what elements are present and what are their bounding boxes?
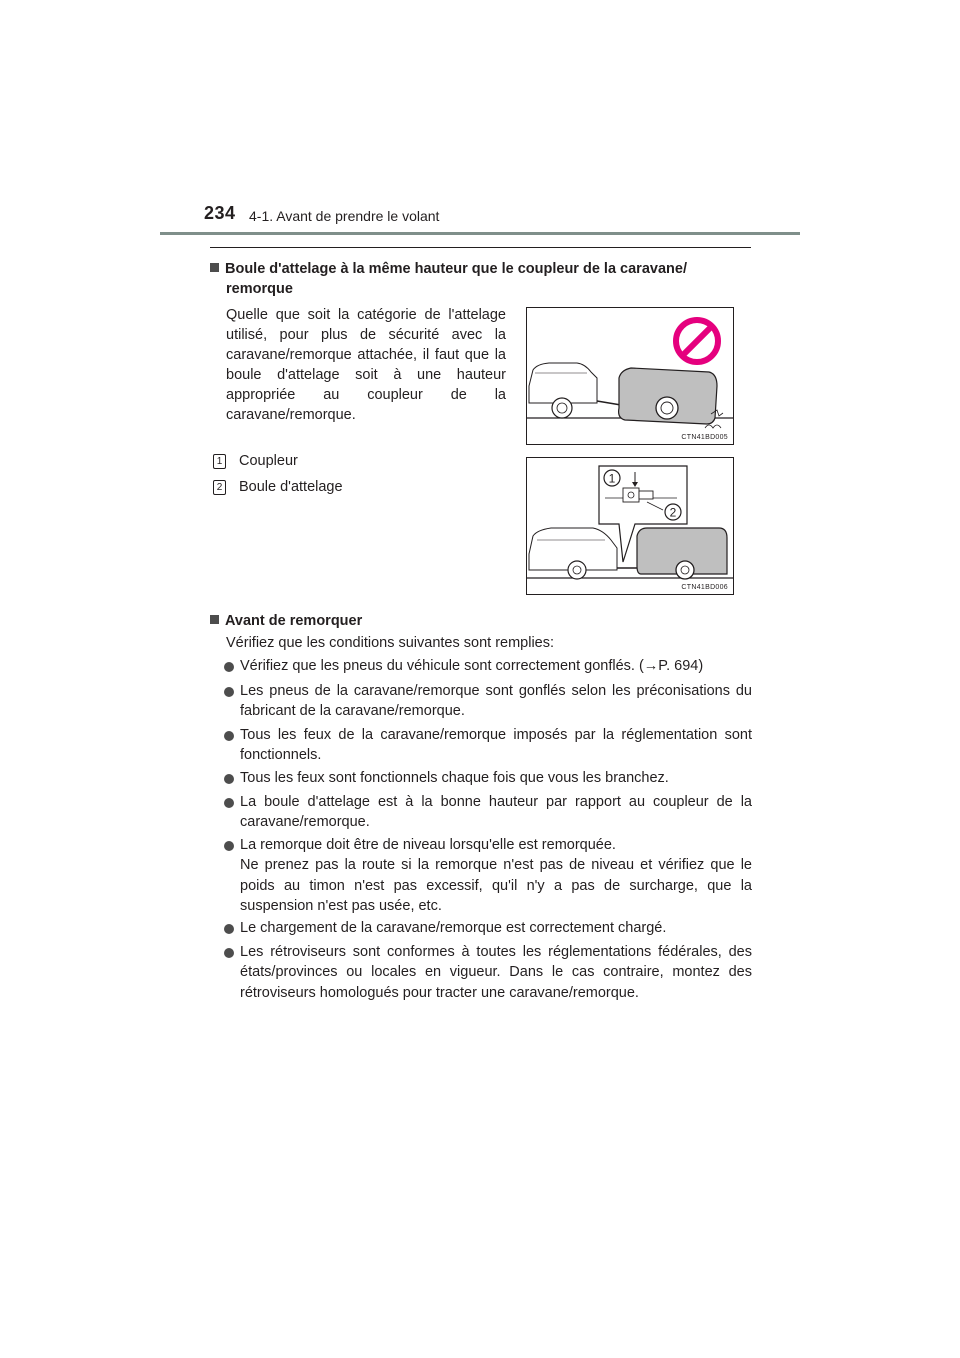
checklist-item bbox=[224, 681, 752, 722]
checklist-text: Les rétroviseurs sont conformes à toutes les réglementations fédérales, des états/provinces ou locales en vigueur. Dans le cas contraire, montez des rétroviseurs homologués pour tracter une caravane/remorque. bbox=[240, 944, 752, 1001]
checklist-text: Le chargement de la caravane/remorque est correctement chargé. bbox=[240, 920, 667, 936]
figure-prohibited bbox=[526, 307, 734, 445]
checklist-text: Tous les feux de la caravane/remorque imposés par la réglementation sont fonctionnels. bbox=[240, 727, 752, 764]
callout-hitch-ball bbox=[213, 479, 343, 495]
bullet-dot-icon bbox=[224, 841, 234, 851]
chapter-title: 4-1. Avant de prendre le volant bbox=[249, 208, 440, 224]
bullet-dot-icon bbox=[224, 687, 234, 697]
checklist-text: Tous les feux sont fonctionnels chaque fois que vous les branchez. bbox=[240, 770, 669, 786]
checklist-item bbox=[224, 835, 752, 916]
checklist-item bbox=[224, 792, 752, 833]
figure-code: CTN41BD005 bbox=[681, 434, 728, 441]
bullet-dot-icon bbox=[224, 798, 234, 808]
heading-square-icon bbox=[210, 263, 219, 272]
bullet-dot-icon bbox=[224, 924, 234, 934]
coupler-ball-illustration bbox=[527, 458, 733, 594]
heading-square-icon bbox=[210, 615, 219, 624]
conditions-intro: Vérifiez que les conditions suivantes sont remplies: bbox=[226, 635, 555, 651]
bullet-dot-icon bbox=[224, 662, 234, 672]
checklist-text-line: La remorque doit être de niveau lorsqu'elle est remorquée. bbox=[240, 837, 616, 853]
section-rule bbox=[210, 247, 751, 248]
header-rule bbox=[160, 232, 800, 235]
bullet-dot-icon bbox=[224, 731, 234, 741]
prohibited-hitch-illustration bbox=[527, 308, 733, 444]
checklist-item bbox=[224, 942, 752, 1003]
callout-label: Coupleur bbox=[239, 453, 298, 469]
section-heading-hitch bbox=[210, 259, 752, 299]
callout-number-badge: 1 bbox=[213, 454, 226, 469]
section-heading-before-towing bbox=[210, 611, 362, 631]
checklist-item bbox=[224, 725, 752, 766]
figure-coupler-detail bbox=[526, 457, 734, 595]
callout-coupler bbox=[213, 453, 298, 469]
figure-code: CTN41BD006 bbox=[681, 584, 728, 591]
callout-number-badge: 2 bbox=[213, 480, 226, 495]
checklist-text-detail: Ne prenez pas la route si la remorque n'est pas de niveau et vérifiez que le poids au timon n'est pas excessif, qu'il n'y a pas de surcharge, que la suspension n'est pas usée, etc. bbox=[240, 857, 752, 914]
checklist-item bbox=[224, 656, 752, 676]
bullet-dot-icon bbox=[224, 948, 234, 958]
checklist-text: Vérifiez que les pneus du véhicule sont correctement gonflés. (→P. 694) bbox=[240, 658, 704, 674]
svg-text:1: 1 bbox=[608, 471, 616, 486]
checklist-text bbox=[240, 835, 752, 916]
checklist-item bbox=[224, 918, 752, 938]
heading-line-1: Boule d'attelage à la même hauteur que le coupleur de la caravane/ bbox=[225, 261, 687, 277]
checklist-text: Les pneus de la caravane/remorque sont gonflés selon les préconisations du fabricant de la caravane/remorque. bbox=[240, 683, 752, 720]
bullet-dot-icon bbox=[224, 774, 234, 784]
hitch-paragraph: Quelle que soit la catégorie de l'attelage utilisé, pour plus de sécurité avec la caravane/remorque attachée, il faut que la boule d'attelage soit à une hauteur appropriée au coupleur de la caravane/remorque. bbox=[226, 307, 506, 423]
heading-text: Avant de remorquer bbox=[225, 613, 363, 629]
page-number: 234 bbox=[204, 203, 236, 223]
callout-label: Boule d'attelage bbox=[239, 479, 343, 495]
checklist-item bbox=[224, 768, 752, 788]
checklist-text: La boule d'attelage est à la bonne hauteur par rapport au coupleur de la caravane/remorque. bbox=[240, 794, 752, 831]
svg-text:2: 2 bbox=[669, 505, 677, 520]
heading-line-2: remorque bbox=[226, 281, 293, 297]
